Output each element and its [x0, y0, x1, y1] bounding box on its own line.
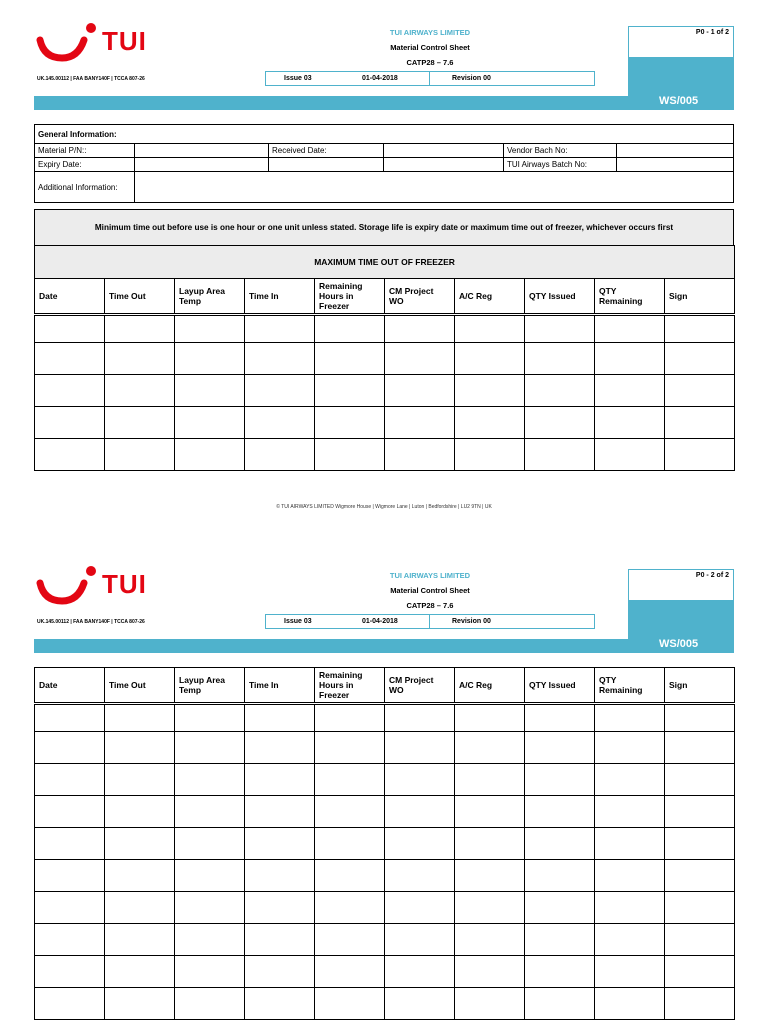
- log-cell[interactable]: [35, 956, 105, 988]
- revision-label: Revision 00: [452, 618, 491, 625]
- log-cell[interactable]: [175, 732, 245, 764]
- log-cell[interactable]: [525, 732, 595, 764]
- log-cell[interactable]: [245, 375, 315, 407]
- logo-wordmark: TUI: [102, 569, 147, 599]
- log-cell[interactable]: [455, 375, 525, 407]
- log-cell[interactable]: [595, 828, 665, 860]
- log-cell[interactable]: [525, 704, 595, 732]
- issue-divider: [429, 72, 430, 85]
- log-cell[interactable]: [315, 732, 385, 764]
- log-cell[interactable]: [455, 828, 525, 860]
- expiry-blank-2[interactable]: [384, 158, 504, 172]
- log-cell[interactable]: [455, 704, 525, 732]
- log-cell[interactable]: [35, 892, 105, 924]
- col-time-in: Time In: [245, 279, 315, 315]
- log-cell[interactable]: [175, 828, 245, 860]
- log-cell[interactable]: [315, 892, 385, 924]
- log-cell[interactable]: [35, 860, 105, 892]
- log-cell[interactable]: [665, 892, 735, 924]
- log-cell[interactable]: [455, 796, 525, 828]
- log-cell[interactable]: [245, 796, 315, 828]
- log-cell[interactable]: [245, 439, 315, 471]
- col-remaining-hours: Remaining Hours in Freezer: [315, 668, 385, 704]
- revision-label: Revision 00: [452, 75, 491, 82]
- log-cell[interactable]: [175, 407, 245, 439]
- log-cell[interactable]: [105, 732, 175, 764]
- log-cell[interactable]: [315, 704, 385, 732]
- log-cell[interactable]: [385, 764, 455, 796]
- log-cell[interactable]: [245, 732, 315, 764]
- log-cell[interactable]: [665, 732, 735, 764]
- log-cell[interactable]: [665, 860, 735, 892]
- log-cell[interactable]: [105, 315, 175, 343]
- log-cell[interactable]: [595, 764, 665, 796]
- issue-divider: [429, 615, 430, 628]
- log-cell[interactable]: [315, 988, 385, 1020]
- log-cell[interactable]: [105, 892, 175, 924]
- log-cell[interactable]: [315, 796, 385, 828]
- log-cell[interactable]: [175, 764, 245, 796]
- log-cell[interactable]: [175, 988, 245, 1020]
- log-cell[interactable]: [665, 828, 735, 860]
- worksheet-code: WS/005: [659, 638, 699, 650]
- log-cell[interactable]: [385, 892, 455, 924]
- log-cell[interactable]: [245, 764, 315, 796]
- max-time-heading: MAXIMUM TIME OUT OF FREEZER: [35, 246, 735, 279]
- log-cell[interactable]: [35, 343, 105, 375]
- log-cell[interactable]: [105, 375, 175, 407]
- general-info-heading: General Information:: [35, 125, 734, 144]
- col-qty-issued: QTY Issued: [525, 668, 595, 704]
- log-cell[interactable]: [315, 828, 385, 860]
- additional-info-field[interactable]: [135, 172, 734, 203]
- log-row: [35, 764, 735, 796]
- log-cell[interactable]: [455, 732, 525, 764]
- col-ac-reg: A/C Reg: [455, 279, 525, 315]
- freezer-log-table-page-2: [34, 667, 735, 1020]
- log-cell[interactable]: [595, 860, 665, 892]
- log-row: [35, 956, 735, 988]
- expiry-blank-1[interactable]: [269, 158, 384, 172]
- log-cell[interactable]: [525, 892, 595, 924]
- log-cell[interactable]: [105, 343, 175, 375]
- col-remaining-hours: Remaining Hours in Freezer: [315, 279, 385, 315]
- issue-box: [265, 614, 595, 629]
- log-cell[interactable]: [105, 860, 175, 892]
- log-cell[interactable]: [315, 439, 385, 471]
- log-cell[interactable]: [105, 704, 175, 732]
- log-cell[interactable]: [315, 956, 385, 988]
- log-cell[interactable]: [315, 860, 385, 892]
- log-cell[interactable]: [245, 343, 315, 375]
- log-cell[interactable]: [525, 315, 595, 343]
- vendor-batch-field[interactable]: [617, 144, 734, 158]
- log-cell[interactable]: [525, 828, 595, 860]
- log-cell[interactable]: [245, 315, 315, 343]
- log-cell[interactable]: [455, 988, 525, 1020]
- issue-label: Issue 03: [284, 618, 312, 625]
- log-cell[interactable]: [595, 956, 665, 988]
- log-row: [35, 375, 735, 407]
- approval-numbers: UK.145.00112 | FAA BANY140F | TCCA 807-26: [37, 619, 145, 625]
- log-cell[interactable]: [105, 828, 175, 860]
- log-cell[interactable]: [35, 924, 105, 956]
- col-time-in: Time In: [245, 668, 315, 704]
- log-cell[interactable]: [455, 764, 525, 796]
- log-cell[interactable]: [525, 956, 595, 988]
- log-cell[interactable]: [35, 375, 105, 407]
- log-cell[interactable]: [315, 315, 385, 343]
- log-cell[interactable]: [665, 407, 735, 439]
- log-cell[interactable]: [525, 407, 595, 439]
- col-date: Date: [35, 668, 105, 704]
- expiry-date-field[interactable]: [135, 158, 269, 172]
- issue-box: [265, 71, 595, 86]
- log-cell[interactable]: [665, 343, 735, 375]
- log-cell[interactable]: [595, 796, 665, 828]
- tui-batch-field[interactable]: [617, 158, 734, 172]
- col-layup-temp: Layup Area Temp: [175, 668, 245, 704]
- log-cell[interactable]: [595, 892, 665, 924]
- log-cell[interactable]: [595, 439, 665, 471]
- col-qty-issued: QTY Issued: [525, 279, 595, 315]
- col-sign: Sign: [665, 668, 735, 704]
- log-cell[interactable]: [105, 439, 175, 471]
- log-cell[interactable]: [245, 828, 315, 860]
- log-cell[interactable]: [175, 343, 245, 375]
- log-row: [35, 860, 735, 892]
- log-cell[interactable]: [175, 439, 245, 471]
- log-cell[interactable]: [595, 732, 665, 764]
- footer-text: © TUI AIRWAYS LIMITED Wigmore House | Wigmore Lane | Luton | Bedfordshire | LU2 9TN | UK: [276, 504, 492, 510]
- log-row: [35, 796, 735, 828]
- log-cell[interactable]: [525, 860, 595, 892]
- log-row: [35, 892, 735, 924]
- tui-logo: [36, 22, 166, 66]
- page-number: P0 - 1 of 2: [695, 29, 729, 36]
- log-cell[interactable]: [35, 796, 105, 828]
- log-rows-page-2: [35, 704, 735, 1020]
- log-cell[interactable]: [385, 732, 455, 764]
- company-name: TUI AIRWAYS LIMITED: [389, 28, 471, 37]
- log-cell[interactable]: [455, 407, 525, 439]
- log-cell[interactable]: [385, 796, 455, 828]
- log-cell[interactable]: [595, 924, 665, 956]
- log-cell[interactable]: [385, 439, 455, 471]
- log-cell[interactable]: [175, 315, 245, 343]
- log-cell[interactable]: [665, 924, 735, 956]
- log-cell[interactable]: [175, 860, 245, 892]
- company-name: TUI AIRWAYS LIMITED: [389, 571, 471, 580]
- log-row: [35, 704, 735, 732]
- tui-batch-label: TUI Airways Batch No:: [504, 158, 617, 172]
- log-cell[interactable]: [245, 956, 315, 988]
- col-date: Date: [35, 279, 105, 315]
- log-row: [35, 439, 735, 471]
- log-cell[interactable]: [385, 924, 455, 956]
- log-row: [35, 732, 735, 764]
- material-pn-field[interactable]: [135, 144, 269, 158]
- log-cell[interactable]: [455, 860, 525, 892]
- storage-notice: [34, 209, 734, 246]
- col-time-out: Time Out: [105, 668, 175, 704]
- log-cell[interactable]: [665, 956, 735, 988]
- log-row: [35, 988, 735, 1020]
- log-cell[interactable]: [105, 407, 175, 439]
- log-cell[interactable]: [455, 315, 525, 343]
- log-cell[interactable]: [385, 828, 455, 860]
- log-cell[interactable]: [385, 315, 455, 343]
- log-cell[interactable]: [35, 315, 105, 343]
- log-cell[interactable]: [595, 704, 665, 732]
- document-title: Material Control Sheet: [390, 43, 470, 52]
- received-date-label: Received Date:: [269, 144, 384, 158]
- log-cell[interactable]: [455, 956, 525, 988]
- log-cell[interactable]: [385, 860, 455, 892]
- col-time-out: Time Out: [105, 279, 175, 315]
- log-cell[interactable]: [525, 764, 595, 796]
- log-cell[interactable]: [525, 343, 595, 375]
- issue-label: Issue 03: [284, 75, 312, 82]
- col-qty-remaining: QTY Remaining: [595, 279, 665, 315]
- col-cm-project: CM Project WO: [385, 668, 455, 704]
- log-row: [35, 828, 735, 860]
- material-pn-label: Material P/N::: [35, 144, 135, 158]
- log-cell[interactable]: [175, 892, 245, 924]
- log-cell[interactable]: [525, 796, 595, 828]
- log-cell[interactable]: [245, 988, 315, 1020]
- log-cell[interactable]: [35, 439, 105, 471]
- log-cell[interactable]: [315, 924, 385, 956]
- log-cell[interactable]: [35, 407, 105, 439]
- page-info-box: [628, 26, 734, 110]
- log-cell[interactable]: [315, 343, 385, 375]
- document-code: CATP28 – 7.6: [406, 58, 454, 67]
- log-cell[interactable]: [665, 764, 735, 796]
- log-cell[interactable]: [175, 704, 245, 732]
- log-cell[interactable]: [175, 956, 245, 988]
- log-cell[interactable]: [315, 764, 385, 796]
- log-cell[interactable]: [105, 796, 175, 828]
- log-cell[interactable]: [175, 375, 245, 407]
- log-cell[interactable]: [595, 988, 665, 1020]
- log-cell[interactable]: [525, 375, 595, 407]
- log-cell[interactable]: [385, 956, 455, 988]
- log-row: [35, 407, 735, 439]
- log-cell[interactable]: [245, 924, 315, 956]
- issue-date: 01-04-2018: [362, 75, 398, 82]
- col-qty-remaining: QTY Remaining: [595, 668, 665, 704]
- log-cell[interactable]: [315, 407, 385, 439]
- log-cell[interactable]: [315, 375, 385, 407]
- col-sign: Sign: [665, 279, 735, 315]
- log-cell[interactable]: [385, 988, 455, 1020]
- log-cell[interactable]: [245, 892, 315, 924]
- log-cell[interactable]: [35, 704, 105, 732]
- tui-smile-icon: [36, 22, 100, 62]
- log-cell[interactable]: [245, 407, 315, 439]
- freezer-log-table-page-1: [34, 245, 735, 471]
- log-cell[interactable]: [595, 375, 665, 407]
- logo-wordmark: TUI: [102, 26, 147, 56]
- log-rows-page-1: [35, 315, 735, 471]
- log-cell[interactable]: [665, 988, 735, 1020]
- log-cell[interactable]: [245, 704, 315, 732]
- log-cell[interactable]: [455, 892, 525, 924]
- log-cell[interactable]: [665, 704, 735, 732]
- log-cell[interactable]: [105, 924, 175, 956]
- storage-notice-text: Minimum time out before use is one hour or one unit unless stated. Storage life is expiry date or maximum time out of freezer, whichever occurs first: [94, 223, 674, 232]
- log-cell[interactable]: [245, 860, 315, 892]
- log-cell[interactable]: [175, 924, 245, 956]
- worksheet-code: WS/005: [659, 95, 699, 107]
- log-cell[interactable]: [595, 343, 665, 375]
- log-cell[interactable]: [455, 439, 525, 471]
- log-cell[interactable]: [105, 988, 175, 1020]
- log-cell[interactable]: [35, 988, 105, 1020]
- log-cell[interactable]: [595, 315, 665, 343]
- log-cell[interactable]: [175, 796, 245, 828]
- log-cell[interactable]: [525, 924, 595, 956]
- log-cell[interactable]: [385, 704, 455, 732]
- log-cell[interactable]: [595, 407, 665, 439]
- log-row: [35, 315, 735, 343]
- log-cell[interactable]: [385, 407, 455, 439]
- vendor-batch-label: Vendor Bach No:: [504, 144, 617, 158]
- document-code: CATP28 – 7.6: [406, 601, 454, 610]
- log-cell[interactable]: [105, 956, 175, 988]
- log-cell[interactable]: [385, 375, 455, 407]
- page-number: P0 - 2 of 2: [695, 572, 729, 579]
- log-cell[interactable]: [455, 343, 525, 375]
- log-cell[interactable]: [35, 828, 105, 860]
- log-cell[interactable]: [665, 315, 735, 343]
- log-cell[interactable]: [385, 343, 455, 375]
- log-cell[interactable]: [525, 439, 595, 471]
- additional-info-label: Additional Information:: [35, 172, 135, 203]
- log-cell[interactable]: [105, 764, 175, 796]
- issue-date: 01-04-2018: [362, 618, 398, 625]
- col-layup-temp: Layup Area Temp: [175, 279, 245, 315]
- log-cell[interactable]: [35, 764, 105, 796]
- log-cell[interactable]: [455, 924, 525, 956]
- log-cell[interactable]: [525, 988, 595, 1020]
- general-info-table: [34, 124, 734, 203]
- page-info-box: [628, 569, 734, 653]
- document-title: Material Control Sheet: [390, 586, 470, 595]
- log-cell[interactable]: [665, 375, 735, 407]
- col-cm-project: CM Project WO: [385, 279, 455, 315]
- tui-logo: [36, 565, 166, 609]
- log-row: [35, 343, 735, 375]
- received-date-field[interactable]: [384, 144, 504, 158]
- tui-smile-icon: [36, 565, 100, 605]
- log-cell[interactable]: [665, 796, 735, 828]
- approval-numbers: UK.145.00112 | FAA BANY140F | TCCA 807-26: [37, 76, 145, 82]
- log-row: [35, 924, 735, 956]
- col-ac-reg: A/C Reg: [455, 668, 525, 704]
- expiry-date-label: Expiry Date:: [35, 158, 135, 172]
- log-cell[interactable]: [665, 439, 735, 471]
- log-cell[interactable]: [35, 732, 105, 764]
